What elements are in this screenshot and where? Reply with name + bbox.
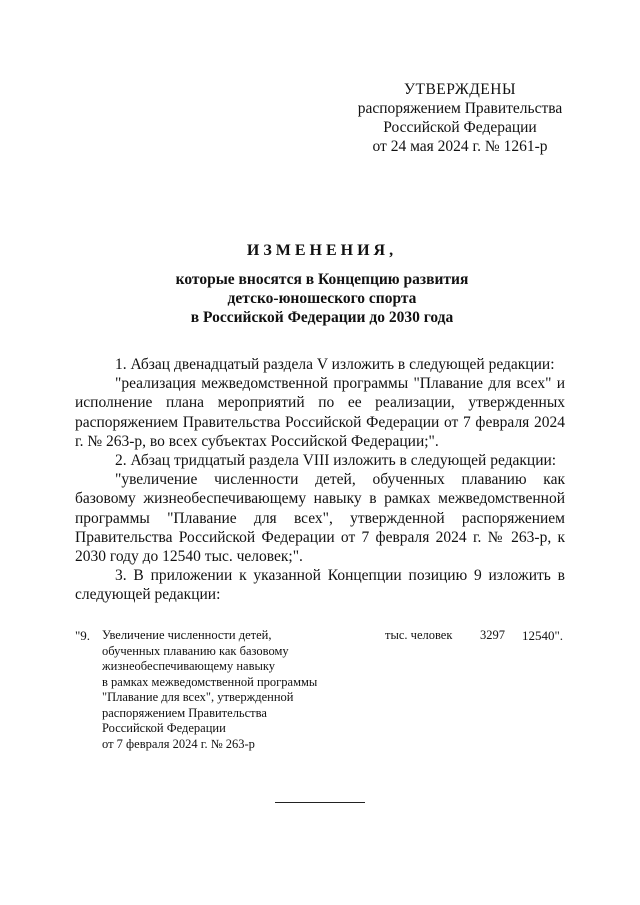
subtitle-line-1: которые вносятся в Концепцию развития [175, 271, 469, 288]
closing-divider [275, 802, 365, 803]
paragraph-2: "реализация межведомственной программы "Плавание для всех" и исполнение плана мероприятий по ее реализации, утвержденных распоряжением Правительства Российской Федерации от 7 февраля 2024 г. № 263-р, во всех субъектах Российской Федерации;". [75, 375, 565, 450]
document-body [75, 355, 565, 605]
approval-line-1: распоряжением Правительства [357, 100, 563, 117]
paragraph-5: 3. В приложении к указанной Концепции позицию 9 изложить в следующей редакции: [75, 567, 565, 604]
description-line: распоряжением Правительства [102, 705, 267, 720]
approval-line-3: от 24 мая 2024 г. № 1261-р [372, 138, 548, 155]
description-line: обученных плаванию как базовому [102, 643, 289, 658]
approval-block [340, 80, 580, 156]
subtitle-line-2: детско-юношеского спорта [227, 290, 417, 307]
paragraph-1: 1. Абзац двенадцатый раздела V изложить в следующей редакции: [115, 356, 555, 373]
description-line: Российской Федерации [102, 721, 226, 735]
description-line: от 7 февраля 2024 г. № 263-р [102, 736, 255, 751]
description-line: Увеличение численности детей, [102, 628, 272, 642]
row-number: "9. [75, 628, 91, 643]
description-line: в рамках межведомственной программы [102, 674, 318, 689]
description-line: жизнеобеспечивающему навыку [102, 659, 276, 673]
approval-title: УТВЕРЖДЕНЫ [404, 81, 516, 98]
paragraph-4: "увеличение численности детей, обученных плаванию как базовому жизнеобеспечивающему навыку в рамках межведомственной программы "Плавание для всех", утвержденной распоряжением Правительства Российской Федерации от 7 февраля 2024 г. № 263-р, к 2030 году до 12540 тыс. человек;". [75, 471, 565, 566]
row-description [102, 628, 352, 752]
subtitle-line-3: в Российской Федерации до 2030 года [190, 309, 454, 326]
document-title: ИЗМЕНЕНИЯ, [246, 242, 398, 259]
paragraph-3: 2. Абзац тридцатый раздела VIII изложить в следующей редакции: [115, 452, 557, 470]
row-unit: тыс. человек [385, 628, 453, 642]
row-value-base: 3297 [480, 628, 505, 642]
document-subtitle [80, 270, 564, 327]
description-line: "Плавание для всех", утвержденной [102, 690, 294, 704]
row-value-target: 12540". [522, 628, 564, 643]
approval-line-2: Российской Федерации [383, 119, 537, 136]
